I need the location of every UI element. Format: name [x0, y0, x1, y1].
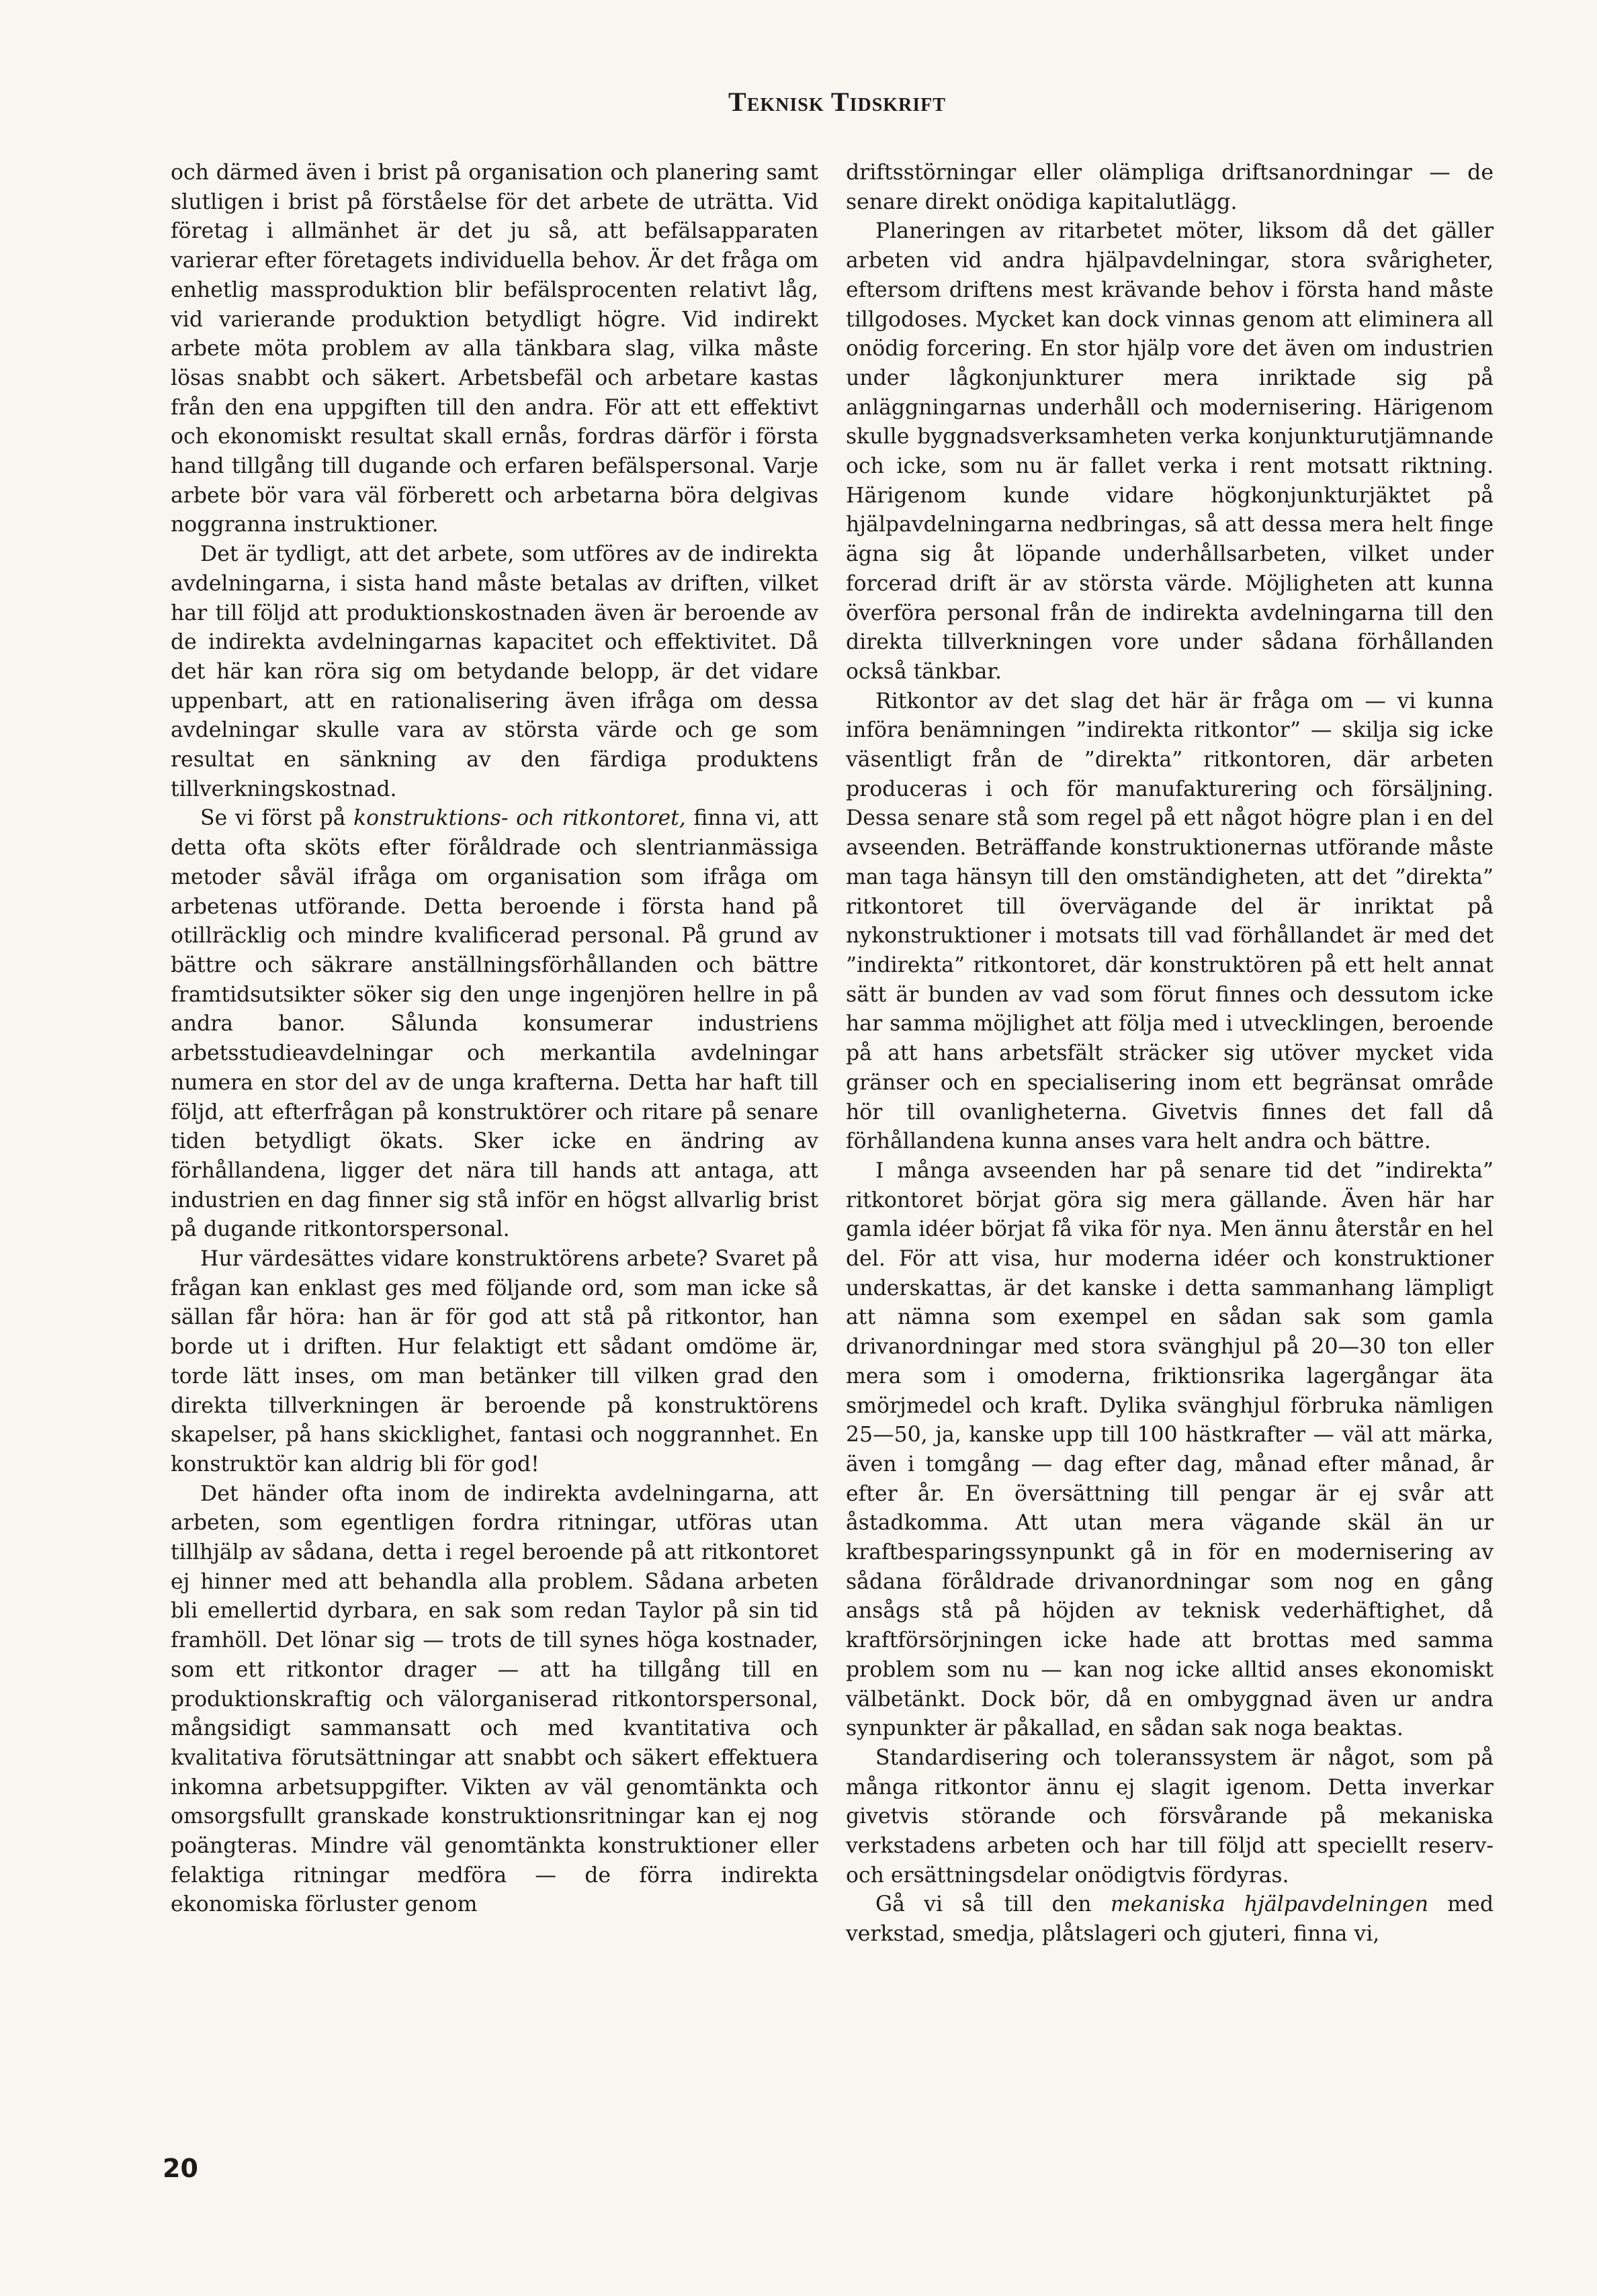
paragraph-text: Se vi först på [200, 806, 354, 831]
paragraph [171, 804, 818, 1245]
paragraph: Det händer ofta inom de indirekta avdelningarna, att arbeten, som egentligen fordra ritningar, utföras utan tillhjälp av sådana, detta i regel beroende på att ritkontoret ej hinner med att behandla alla problem. Sådana arbeten bli emellertid dyrbara, en sak som redan Taylor på sin tid framhöll. Det lönar sig — trots de till synes höga kostnader, som ett ritkontor drager — att ha tillgång till en produktionskraftig och välorganiserad ritkontorspersonal, mångsidigt sammansatt och med kvantitativa och kvalitativa förutsättningar att snabbt och säkert effektuera inkomna arbetsuppgifter. Vikten av väl genomtänkta och omsorgsfullt granskade konstruktionsritningar kan ej nog poängteras. Mindre väl genomtänkta konstruktioner eller felaktiga ritningar medföra — de förra indirekta ekonomiska förluster genom [171, 1481, 818, 1917]
paragraph-text: Gå vi så till den [875, 1892, 1111, 1917]
paragraph [846, 1890, 1494, 1949]
paragraph: I många avseenden har på senare tid det ”indirekta” ritkontoret börjat göra sig mera gällande. Även här har gamla idéer börjat få vika för nya. Men ännu återstår en hel del. För att visa, hur moderna idéer och konstruktioner underskattas, är det kanske i detta sammanhang lämpligt att nämna som exempel en sådan sak som gamla drivanordningar med stora svänghjul på 20—30 ton eller mera som i omoderna, friktionsrika lagergångar äta smörjmedel och kraft. Dylika svänghjul förbruka nämligen 25—50, ja, kanske upp till 100 hästkrafter — väl att märka, även i tomgång — dag efter dag, månad efter månad, år efter år. En översättning till pengar är ej svår att åstadkomma. Att utan mera vägande skäl än ur kraftbesparingssynpunkt gå in för en modernisering av sådana föråldrade drivanordningar som nog en gång ansågs stå på höjden av teknisk vederhäftighet, då kraftförsörjningen icke hade att brottas med samma problem som nu — kan nog icke alltid anses ekonomiskt välbetänkt. Dock bör, då en ombyggnad även ur andra synpunkter är påkallad, en sådan sak noga beaktas. [846, 1158, 1494, 1741]
paragraph: Ritkontor av det slag det här är fråga om — vi kunna införa benämningen ”indirekta ritkontor” — skilja sig icke väsentligt från de ”direkta” ritkontoren, där arbeten produceras i och för manufakturering och försäljning. Dessa senare stå som regel på ett något högre plan i en del avseenden. Beträffande konstruktionernas utförande måste man taga hänsyn till den omständigheten, att det ”direkta” ritkontoret till övervägande del är inriktat på nykonstruktioner i motsats till vad förhållandet är med det ”indirekta” ritkontoret, där konstruktören på ett helt annat sätt är bunden av vad som förut finnes och dessutom icke har samma möjlighet att följa med i utvecklingen, beroende på att hans arbetsfält sträcker sig utöver mycket vida gränser och en specialisering inom ett begränsat område hör till ovanligheterna. Givetvis finnes det fall då förhållandena kunna anses vara helt andra och bättre. [846, 689, 1494, 1154]
paragraph: Planeringen av ritarbetet möter, liksom då det gäller arbeten vid andra hjälpavdelningar, stora svårigheter, eftersom driftens mest krävande behov i första hand måste tillgodoses. Mycket kan dock vinnas genom att eliminera all onödig forcering. En stor hjälp vore det även om industrien under lågkonjunkturer mera inriktade sig på anläggningarnas underhåll och modernisering. Härigenom skulle byggnadsverksamheten verka konjunkturutjämnande och icke, som nu är fallet verka i rent motsatt riktning. Härigenom kunde vidare högkonjunkturjäktet på hjälpavdelningarna nedbringas, så att dessa mera helt finge ägna sig åt löpande underhållsarbeten, vilket under forcerad drift är av största värde. Möjligheten att kunna överföra personal från de indirekta avdelningarna till den direkta tillverkningen vore under sådana förhållanden också tänkbar. [846, 219, 1494, 684]
paragraph: Standardisering och toleranssystem är något, som på många ritkontor ännu ej slagit igenom. Detta inverkar givetvis störande och försvårande på mekaniska verkstadens arbeten och har till följd att speciellt reserv- och ersättningsdelar onödigtvis fördyras. [846, 1745, 1494, 1888]
journal-title: Teknisk Tidskrift [728, 87, 946, 117]
paragraph: driftsstörningar eller olämpliga driftsanordningar — de senare direkt onödiga kapitalutlägg. [846, 161, 1494, 214]
right-column [846, 159, 1494, 1949]
left-column [171, 159, 818, 1920]
paragraph: och därmed även i brist på organisation och planering samt slutligen i brist på förståelse för det arbete de uträtta. Vid företag i allmänhet är det ju så, att befälsapparaten varierar efter företagets individuella behov. Är det fråga om enhetlig massproduktion blir befälsprocenten relativt låg, vid varierande produktion betydligt högre. Vid indirekt arbete möta problem av alla tänkbara slag, vilka måste lösas snabbt och säkert. Arbetsbefäl och arbetare kastas från den ena uppgiften till den andra. För att ett effektivt och ekonomiskt resultat skall ernås, fordras därför i första hand tillgång till dugande och erfaren befälspersonal. Varje arbete bör vara väl förberett och arbetarna böra delgivas noggranna instruktioner. [171, 161, 818, 537]
italic-term: mekaniska hjälpavdelningen [1110, 1892, 1429, 1917]
italic-term: konstruktions- och ritkontoret, [353, 806, 686, 831]
paragraph: Hur värdesättes vidare konstruktörens arbete? Svaret på frågan kan enklast ges med följande ord, som man icke så sällan får höra: han är för god att stå på ritkontor, han borde ut i driften. Hur felaktigt ett sådant omdöme är, torde lätt inses, om man betänker till vilken grad den direkta tillverkningen är beroende på konstruktörens skapelser, på hans skicklighet, fantasi och noggrannhet. En konstruktör kan aldrig bli för god! [171, 1247, 818, 1476]
page-number: 20 [163, 2154, 198, 2183]
paragraph-text: finna vi, att detta ofta sköts efter föråldrade och slentrianmässiga metoder såväl ifråga om organisation som ifråga om arbetenas utförande. Detta beroende i första hand på otillräcklig och mindre kvalificerad personal. På grund av bättre och säkrare anställningsförhållanden och bättre framtidsutsikter söker sig den unge ingenjören hellre in på andra banor. Sålunda konsumerar industriens arbetsstudieavdelningar och merkantila avdelningar numera en stor del av de unga krafterna. Detta har haft till följd, att efterfrågan på konstruktörer och ritare på senare tiden betydligt ökats. Sker icke en ändring av förhållandena, ligger det nära till hands att antaga, att industrien en dag finner sig stå inför en högst allvarlig brist på dugande ritkontorspersonal. [171, 806, 819, 1242]
paragraph-text: med verkstad, smedja, plåtslageri och gjuteri, finna vi, [846, 1892, 1494, 1947]
paragraph: Det är tydligt, att det arbete, som utföres av de indirekta avdelningarna, i sista hand måste betalas av driften, vilket har till följd att produktionskostnaden även är beroende av de indirekta avdelningarnas kapacitet och effektivitet. Då det här kan röra sig om betydande belopp, är det vidare uppenbart, att en rationalisering även ifråga om dessa avdelningar skulle vara av största värde och ge som resultat en sänkning av den färdiga produktens tillverkningskostnad. [171, 542, 818, 801]
